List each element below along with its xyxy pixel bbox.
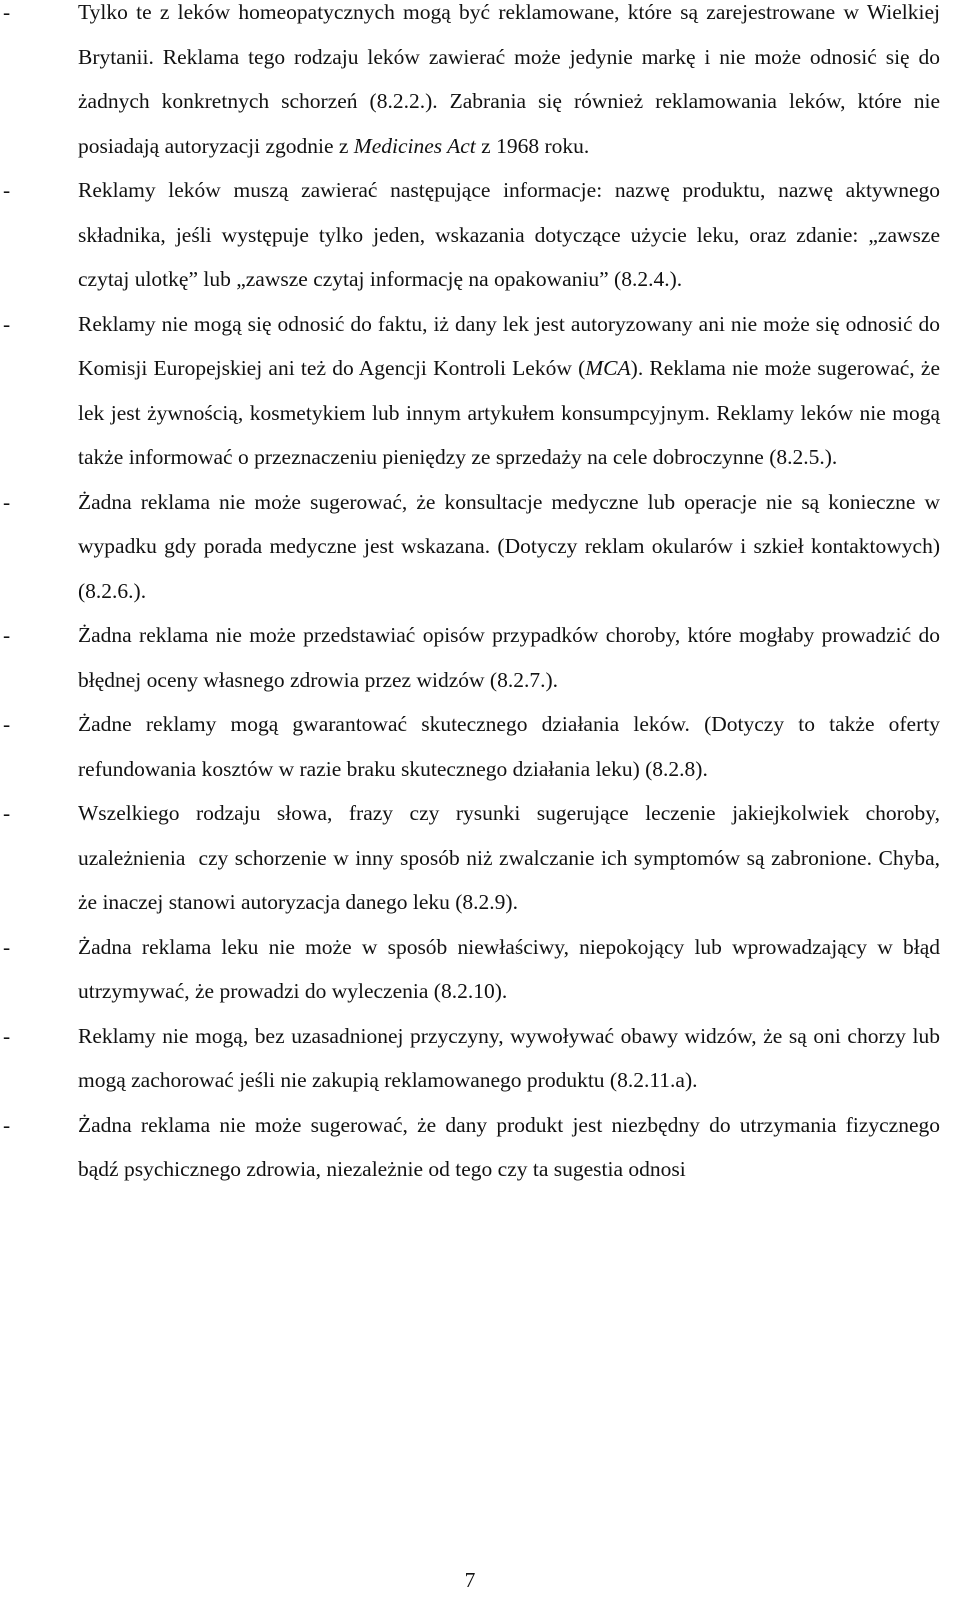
list-item-text: Wszelkiego rodzaju słowa, frazy czy rysunki sugerujące leczenie jakiejkolwiek choroby, uzależnienia czy schorzenie w inny sposób niż zwalczanie ich symptomów są zabronione. Chyba, że inaczej stanowi autoryzacja danego leku (8.2.9). [78, 801, 946, 914]
list-item-text: Reklamy nie mogą się odnosić do faktu, iż dany lek jest autoryzowany ani nie może się odnosić do Komisji Europejskiej ani też do Agencji Kontroli Leków (MCA). Reklama nie może sugerować, że lek jest żywnością, kosmetykiem lub innym artykułem konsumpcyjnym. Reklamy leków nie mogą także informować o przeznaczeniu pieniędzy ze sprzedaży na cele dobroczynne (8.2.5.). [78, 311, 941, 469]
list-item [0, 0, 940, 168]
list-dash: - [3, 934, 11, 959]
list-item-text: Reklamy leków muszą zawierać następujące informacje: nazwę produktu, nazwę aktywnego składnika, jeśli występuje tylko jeden, wskazania dotyczące użycie leku, oraz zdanie: „zawsze czytaj ulotkę” lub „zawsze czytaj informację na opakowaniu” (8.2.4.). [78, 178, 940, 291]
list-item-text: Żadna reklama nie może sugerować, że dany produkt jest niezbędny do utrzymania fizycznego bądź psychicznego zdrowia, niezależnie od tego czy ta sugestia odnosi [78, 1112, 940, 1181]
list-item-text: Żadna reklama leku nie może w sposób niewłaściwy, niepokojący lub wprowadzający w błąd utrzymywać, że prowadzi do wyleczenia (8.2.10). [78, 934, 940, 1003]
list-item [0, 925, 940, 1014]
act-name: Medicines Act [353, 133, 476, 158]
list-item [0, 1103, 940, 1192]
list-item [0, 702, 940, 791]
page-number: 7 [464, 1568, 476, 1592]
list-item [0, 302, 940, 480]
list-item-text: Żadna reklama nie może przedstawiać opisów przypadków choroby, które mogłaby prowadzić do błędnej oceny własnego zdrowia przez widzów (8.2.7.). [78, 623, 940, 692]
list-item [0, 613, 940, 702]
list-item-text: Reklamy nie mogą, bez uzasadnionej przyczyny, wywoływać obawy widzów, że są oni chorzy lub mogą zachorować jeśli nie zakupią reklamowanego produktu (8.2.11.a). [78, 1023, 940, 1092]
list-dash: - [3, 311, 11, 336]
list-item-text: Żadne reklamy mogą gwarantować skutecznego działania leków. (Dotyczy to także oferty refundowania kosztów w razie braku skutecznego działania leku) (8.2.8). [78, 712, 940, 781]
list-item-text: Żadna reklama nie może sugerować, że konsultacje medyczne lub operacje nie są konieczne w wypadku gdy porada medyczne jest wskazana. (Dotyczy reklam okularów i szkieł kontaktowych) (8.2.6.). [78, 489, 940, 603]
list-dash: - [3, 1023, 11, 1048]
list-item [0, 168, 940, 302]
list-dash: - [3, 178, 11, 202]
list-dash: - [3, 489, 11, 514]
list-dash: - [3, 623, 11, 647]
list-dash: - [3, 801, 11, 825]
list-item [0, 791, 946, 925]
abbreviation: MCA [585, 356, 631, 380]
list-item [0, 480, 940, 614]
list-dash: - [3, 1112, 11, 1137]
list-dash: - [3, 0, 11, 24]
list-dash: - [3, 712, 11, 736]
list-item-text: Tylko te z leków homeopatycznych mogą być reklamowane, które są zarejestrowane w Wielkiej Brytanii. Reklama tego rodzaju leków zawierać może jedynie markę i nie może odnosić się do żadnych konkretnych schorzeń (8.2.2.). Zabrania się również reklamowania leków, które nie posiadają autoryzacji zgodnie z Medicines Act z 1968 roku. [78, 0, 940, 158]
list-item [0, 1014, 940, 1103]
